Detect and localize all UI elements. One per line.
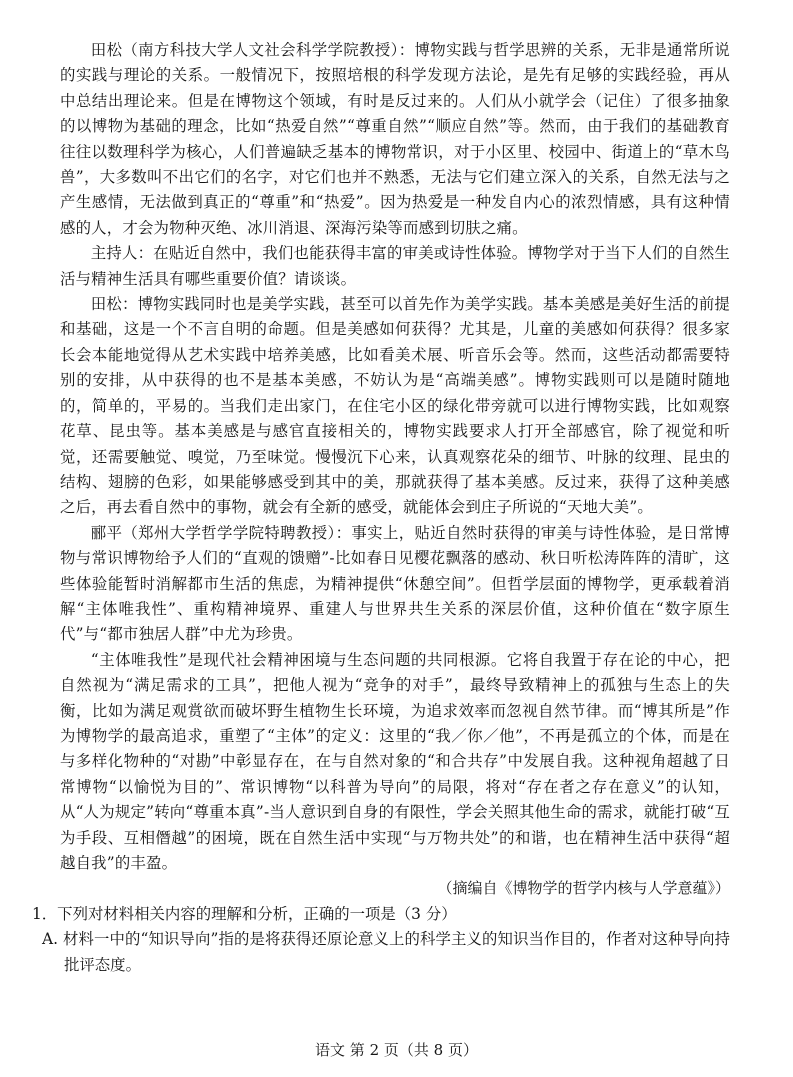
paragraph-host: 主持人：在贴近自然中，我们也能获得丰富的审美或诗性体验。博物学对于当下人们的自然生活与精神生活具有哪些重要价值？请谈谈。 (60, 244, 731, 288)
source-citation: （摘编自《博物学的哲学内核与人学意蕴》） (437, 879, 730, 898)
reading-passage (32, 38, 731, 978)
paragraph-tiansong-2: 田松：博物实践同时也是美学实践，甚至可以首先作为美学实践。基本美感是美好生活的前提和基础，这是一个不言自明的命题。但是美感如何获得？尤其是，儿童的美感如何获得？很多家长会本能地觉得从艺术实践中培养美感，比如看美术展、听音乐会等。然而，这些活动都需要特别的安排，从中获得的也不是基本美感，不妨认为是“高端美感”。博物实践则可以是随时随地的，简单的，平易的。当我们走出家门，在住宅小区的绿化带旁就可以进行博物实践，比如观察花草、昆虫等。基本美感是与感官直接相关的，博物实践要求人打开全部感官，除了视觉和听觉，还需要触觉、嗅觉，乃至味觉。慢慢沉下心来，认真观察花朵的细节、叶脉的纹理、昆虫的结构、翅膀的色彩，如果能够感受到其中的美，那就获得了基本美感。反过来，获得了这种美感之后，再去看自然中的事物，就会有全新的感受，就能体会到庄子所说的“天地大美”。 (60, 295, 731, 517)
paragraph-liping-1: 郦平（郑州大学哲学学院特聘教授）：事实上，贴近自然时获得的审美与诗性体验，是日常博物与常识博物给予人们的“直观的馈赠”-比如春日见樱花飘落的感动、秋日听松涛阵阵的清旷，这些体验能暂时消解都市生活的焦虑，为精神提供“休憩空间”。但哲学层面的博物学，更承载着消解“主体唯我性”、重构精神境界、重建人与世界共生关系的深层价值，这种价值在“数字原生代”与“都市独居人群”中尤为珍贵。 (60, 523, 730, 644)
question-stem: 1．下列对材料相关内容的理解和分析，正确的一项是（3 分） (32, 904, 457, 923)
page-footer: 语文 第 2 页（共 8 页） (315, 1041, 478, 1059)
question-option-a: A. 材料一中的“知识导向”指的是将获得还原论意义上的科学主义的知识当作目的，作者对这种导向持批评态度。 (42, 930, 730, 974)
paragraph-liping-2: “主体唯我性”是现代社会精神困境与生态问题的共同根源。它将自我置于存在论的中心，把自然视为“满足需求的工具”，把他人视为“竞争的对手”，最终导致精神上的孤独与生态上的失衡，比如为满足观赏欲而破坏野生植物生长环境，为追求效率而忽视自然节律。而“博其所是”作为博物学的最高追求，重塑了“主体”的定义：这里的“我／你／他”，不再是孤立的个体，而是在与多样化物种的“对勘”中彰显存在，在与自然对象的“和合共存”中发展自我。这种视角超越了日常博物“以愉悦为目的”、常识博物“以科普为导向”的局限，将对“存在者之存在意义”的认知，从“人为规定”转向“尊重本真”-当人意识到自身的有限性，学会关照其他生命的需求，就能打破“互为手段、互相僭越”的困境，既在自然生活中实现“与万物共处”的和谐，也在精神生活中获得“超越自我”的丰盈。 (60, 650, 730, 872)
paragraph-tiansong-1: 田松（南方科技大学人文社会科学学院教授）：博物实践与哲学思辨的关系，无非是通常所说的实践与理论的关系。一般情况下，按照培根的科学发现方法论，是先有足够的实践经验，再从中总结出理论来。但是在博物这个领域，有时是反过来的。人们从小就学会（记住）了很多抽象的以博物为基础的理念，比如“热爱自然”“尊重自然”“顺应自然”等。然而，由于我们的基础教育往往以数理科学为核心，人们普遍缺乏基本的博物常识，对于小区里、校园中、街道上的“草木鸟兽”，大多数叫不出它们的名字，对它们也并不熟悉，无法与它们建立深入的关系，自然无法与之产生感情，无法做到真正的“尊重”和“热爱”。因为热爱是一种发自内心的浓烈情感，具有这种情感的人，才会为物种灭绝、冰川消退、深海污染等而感到切肤之痛。 (60, 41, 730, 237)
